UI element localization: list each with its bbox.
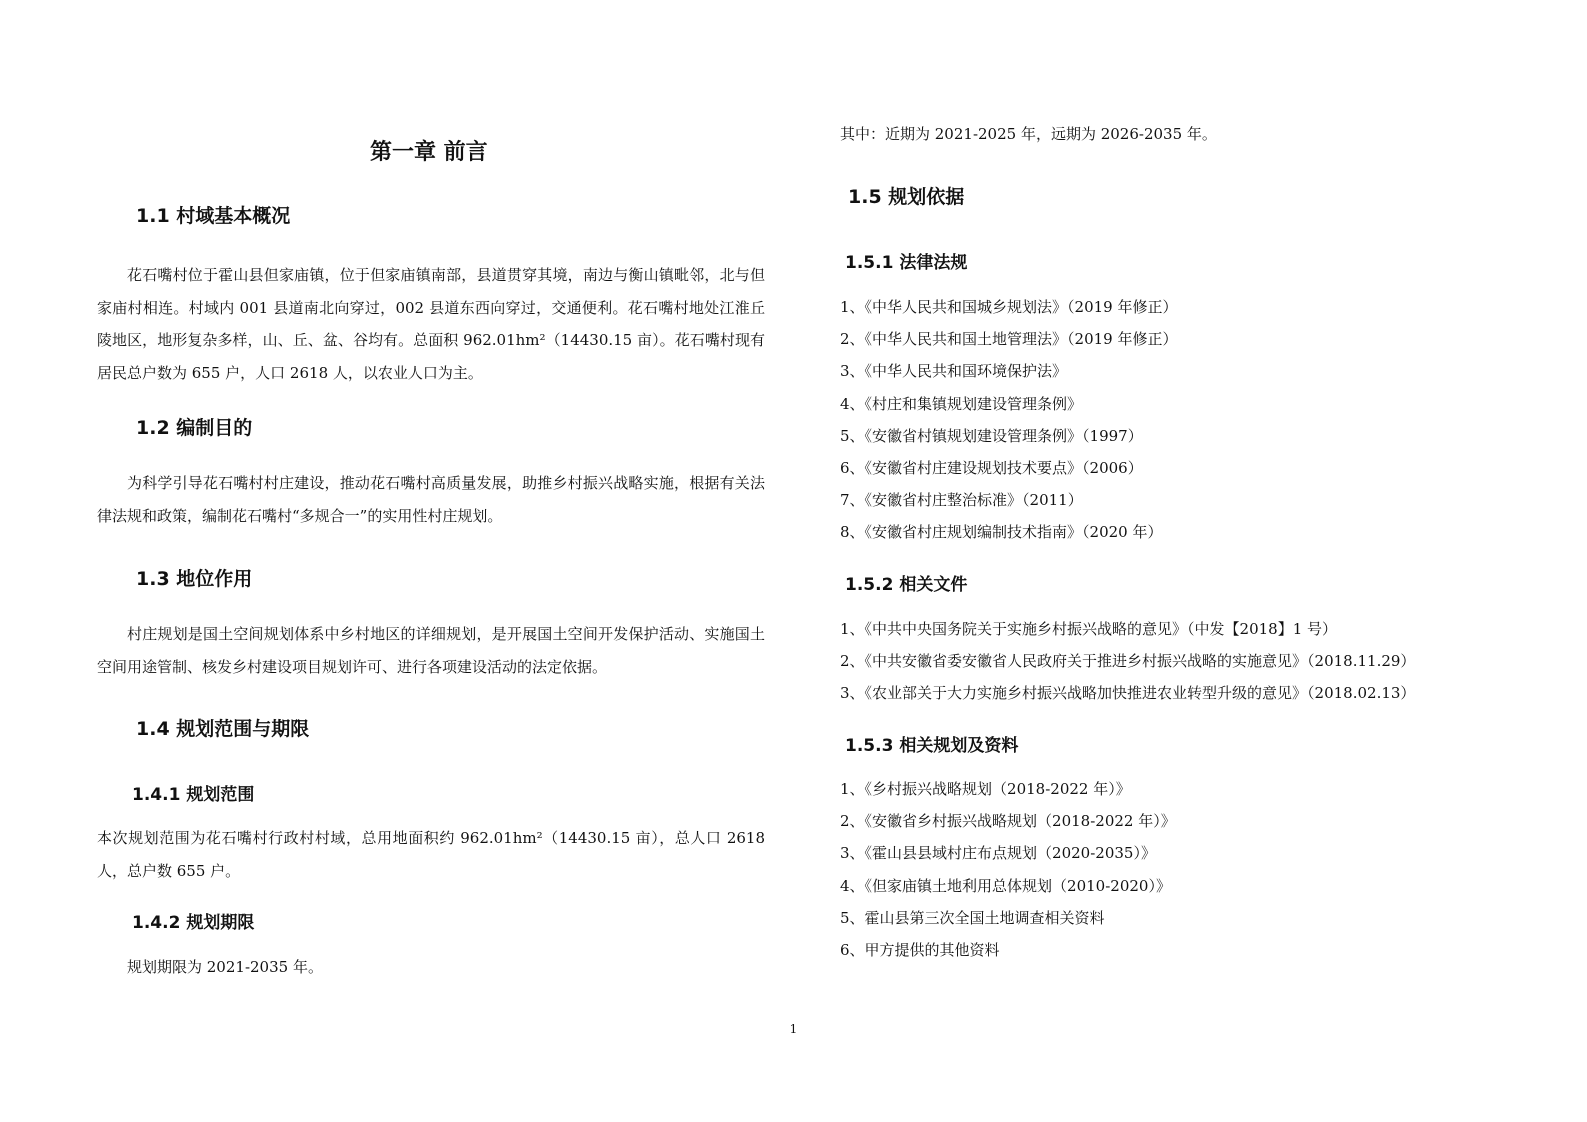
laws-list — [840, 291, 1178, 549]
list-item: 7、《安徽省村庄整治标准》（2011） — [840, 491, 1083, 510]
page-number: 1 — [789, 1022, 798, 1036]
section-heading-1-2: 1.2 编制目的 — [136, 417, 253, 439]
section-text-1-2: 为科学引导花石嘴村村庄建设，推动花石嘴村高质量发展，助推乡村振兴战略实施，根据有关法律法规和政策，编制花石嘴村“多规合一”的实用性村庄规划。 — [97, 474, 765, 525]
list-item: 4、《村庄和集镇规划建设管理条例》 — [840, 394, 1083, 413]
list-item: 1、《中华人民共和国城乡规划法》（2019 年修正） — [840, 298, 1178, 316]
section-text-1-3: 村庄规划是国土空间规划体系中乡村地区的详细规划，是开展国土空间开发保护活动、实施国土空间用途管制、核发乡村建设项目规划许可、进行各项建设活动的法定依据。 — [97, 625, 765, 676]
section-text-1-1: 花石嘴村位于霍山县但家庙镇，位于但家庙镇南部，县道贯穿其境，南边与衡山镇毗邻，北与但家庙村相连。村域内 001 县道南北向穿过，002 县道东西向穿过，交通便利。花石嘴村地处江淮丘陵地区，地形复杂多样，山、丘、盆、谷均有。总面积 962.01hm²（14430.15 亩）。花石嘴村现有居民总户数为 655 户，人口 2618 人，以农业人口为主。 — [97, 266, 765, 382]
section-heading-1-5-3: 1.5.3 相关规划及资料 — [845, 736, 1019, 756]
list-item: 3、《农业部关于大力实施乡村振兴战略加快推进农业转型升级的意见》（2018.02.13） — [840, 684, 1416, 703]
section-heading-1-5: 1.5 规划依据 — [848, 186, 965, 208]
list-item: 3、《中华人民共和国环境保护法》 — [840, 362, 1068, 381]
list-item: 1、《中共中央国务院关于实施乡村振兴战略的意见》（中发【2018】1 号） — [840, 620, 1338, 638]
related-documents-list — [840, 613, 1415, 710]
list-item: 8、《安徽省村庄规划编制技术指南》（2020 年） — [840, 523, 1163, 542]
list-item: 6、《安徽省村庄建设规划技术要点》（2006） — [840, 458, 1143, 477]
chapter-title: 第一章 前言 — [370, 140, 488, 165]
section-text-1-4-2: 规划期限为 2021-2035 年。 — [127, 958, 323, 976]
section-heading-1-5-1: 1.5.1 法律法规 — [845, 253, 968, 273]
related-plans-list — [840, 773, 1176, 966]
list-item: 6、甲方提供的其他资料 — [840, 940, 1000, 959]
list-item: 2、《安徽省乡村振兴战略规划（2018-2022 年）》 — [840, 812, 1176, 831]
section-heading-1-5-2: 1.5.2 相关文件 — [845, 575, 968, 595]
section-heading-1-4-1: 1.4.1 规划范围 — [132, 785, 255, 805]
section-heading-1-4: 1.4 规划范围与期限 — [136, 718, 310, 740]
list-item: 2、《中华人民共和国土地管理法》（2019 年修正） — [840, 330, 1178, 349]
section-heading-1-3: 1.3 地位作用 — [136, 568, 253, 590]
list-item: 1、《乡村振兴战略规划（2018-2022 年）》 — [840, 780, 1131, 798]
section-heading-1-1: 1.1 村域基本概况 — [136, 205, 291, 227]
list-item: 2、《中共安徽省委安徽省人民政府关于推进乡村振兴战略的实施意见》（2018.11.29） — [840, 652, 1416, 671]
section-text-1-4-1: 本次规划范围为花石嘴村行政村村域，总用地面积约 962.01hm²（14430.15 亩），总人口 2618 人，总户数 655 户。 — [97, 829, 765, 880]
list-item: 5、《安徽省村镇规划建设管理条例》（1997） — [840, 426, 1143, 445]
list-item: 5、霍山县第三次全国土地调查相关资料 — [840, 908, 1105, 927]
list-item: 3、《霍山县县域村庄布点规划（2020-2035）》 — [840, 844, 1156, 863]
list-item: 4、《但家庙镇土地利用总体规划（2010-2020）》 — [840, 876, 1171, 895]
section-heading-1-4-2: 1.4.2 规划期限 — [132, 913, 255, 933]
section-text-1-4-2-continued: 其中：近期为 2021-2025 年，远期为 2026-2035 年。 — [840, 125, 1217, 143]
